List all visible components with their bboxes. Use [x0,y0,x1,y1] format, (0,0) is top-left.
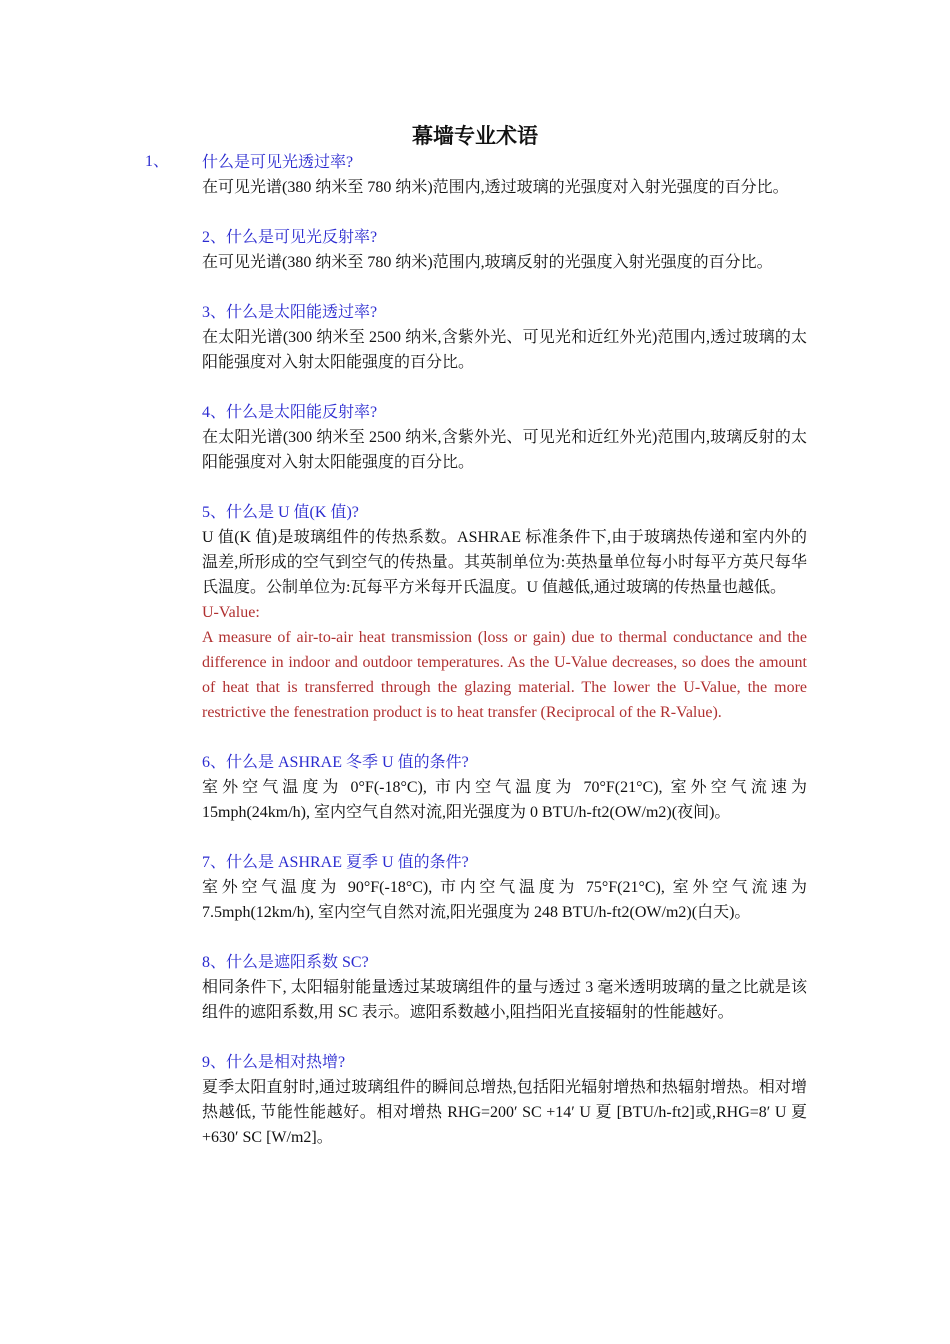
spacer [202,375,807,400]
document-body [202,150,807,1150]
question-5: 5、什么是 U 值(K 值)? [202,504,359,521]
answer-8: 相同条件下, 太阳辐射能量透过某玻璃组件的量与透过 3 毫米透明玻璃的量之比就是该组件的遮阳系数,用 SC 表示。遮阳系数越小,阻挡阳光直接辐射的性能越好。 [202,979,807,1021]
spacer [202,1025,807,1050]
answer-3: 在太阳光谱(300 纳米至 2500 纳米,含紫外光、可见光和近红外光)范围内,透过玻璃的太阳能强度对入射太阳能强度的百分比。 [202,329,807,371]
question-4: 4、什么是太阳能反射率? [202,404,378,421]
question-8: 8、什么是遮阳系数 SC? [202,954,369,971]
item-number: 1、 [145,153,170,170]
answer-6: 室外空气温度为 0°F(-18°C), 市内空气温度为 70°F(21°C), 室外空气流速为 15mph(24km/h), 室内空气自然对流,阳光强度为 0 BTU/h-ft2(OW/m2)(夜间)。 [202,779,807,821]
answer-5: U 值(K 值)是玻璃组件的传热系数。ASHRAE 标准条件下,由于玻璃热传递和室内外的温差,所形成的空气到空气的传热量。其英制单位为:英热量单位每小时每平方英尺每华氏温度。公制单位为:瓦每平方米每开氏温度。U 值越低,通过玻璃的传热量也越低。 [202,529,807,596]
page-title: 幕墙专业术语 [412,124,538,148]
english-heading: U-Value: [202,604,260,621]
spacer [202,825,807,850]
spacer [202,725,807,750]
english-definition: A measure of air-to-air heat transmission (loss or gain) due to thermal conductance and the difference in indoor and outdoor temperatures. As the U-Value decreases, so does the amount of heat that is transferred through the glazing material. The lower the U-Value, the more restrictive the fenestration product is to heat transfer (Reciprocal of the R-Value). [202,629,807,721]
spacer [202,475,807,500]
answer-1: 在可见光谱(380 纳米至 780 纳米)范围内,透过玻璃的光强度对入射光强度的百分比。 [202,179,789,196]
answer-9: 夏季太阳直射时,通过玻璃组件的瞬间总增热,包括阳光辐射增热和热辐射增热。相对增热越低, 节能性能越好。相对增热 RHG=200′ SC +14′ U 夏 [BTU/h-ft2]或,RHG=8′ U 夏+630′ SC [W/m2]。 [202,1079,807,1146]
spacer [202,200,807,225]
question-9: 9、什么是相对热增? [202,1054,346,1071]
question-6: 6、什么是 ASHRAE 冬季 U 值的条件? [202,754,469,771]
answer-2: 在可见光谱(380 纳米至 780 纳米)范围内,玻璃反射的光强度入射光强度的百分比。 [202,254,773,271]
spacer [202,925,807,950]
question-2: 2、什么是可见光反射率? [202,229,378,246]
question-7: 7、什么是 ASHRAE 夏季 U 值的条件? [202,854,469,871]
question-1: 什么是可见光透过率? [202,154,354,171]
question-3: 3、什么是太阳能透过率? [202,304,378,321]
answer-7: 室外空气温度为 90°F(-18°C), 市内空气温度为 75°F(21°C), 室外空气流速为 7.5mph(12km/h), 室内空气自然对流,阳光强度为 248 BTU/h-ft2(OW/m2)(白天)。 [202,879,807,921]
spacer [202,275,807,300]
answer-4: 在太阳光谱(300 纳米至 2500 纳米,含紫外光、可见光和近红外光)范围内,玻璃反射的太阳能强度对入射太阳能强度的百分比。 [202,429,807,471]
